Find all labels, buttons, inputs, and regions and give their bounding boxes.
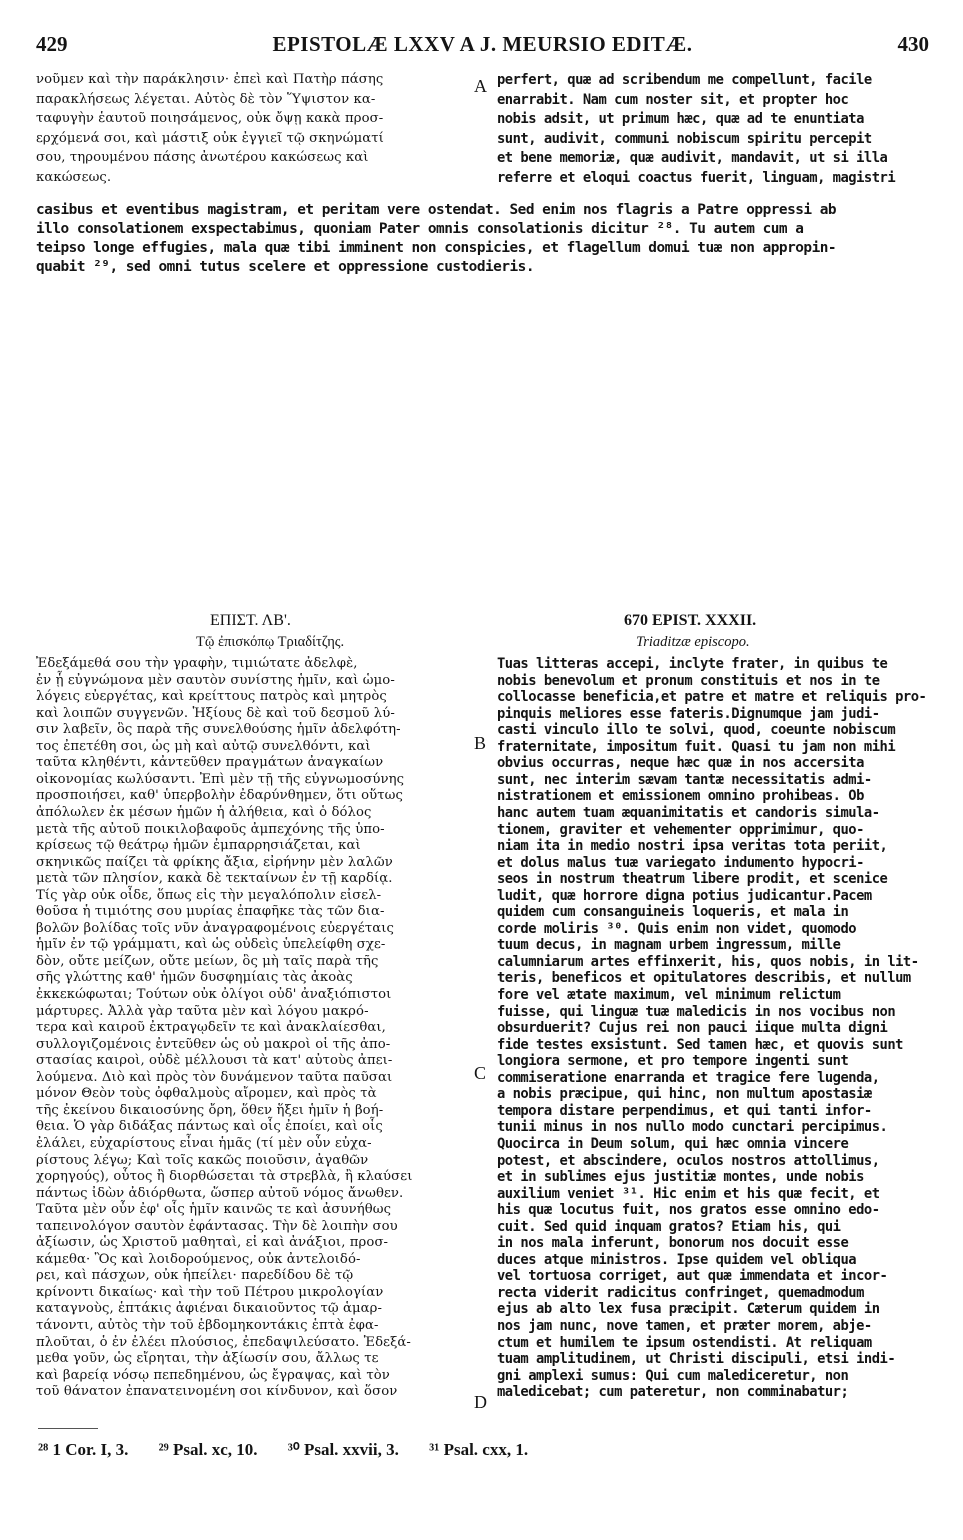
greek-line: ἡμῖν ἐν τῷ γράμματι, καὶ ὡς οὐδεὶς ὑπελείφθη σχε- <box>36 937 386 953</box>
greek-line: τος ἐπετέθη σοι, ὡς μὴ καὶ αὐτῷ συνελθόντι, καὶ <box>36 738 371 754</box>
latin-line: sunt, audivit, communi nobiscum spiritu percepit <box>497 130 872 147</box>
latin-line: calumniarum artes effinxerit, his, quos nobis, in lit- <box>497 953 919 970</box>
full-width-line: casibus et eventibus magistram, et peritam vere ostendat. Sed enim nos flagris a Patre oppressi ab <box>36 202 837 218</box>
greek-line: ἀξίωσιν, ὡς Χριστοῦ μαθηταὶ, εἰ καὶ ἀνάξιοι, προσ- <box>36 1235 389 1251</box>
running-title: EPISTOLÆ LXXV A J. MEURSIO EDITÆ. <box>272 32 693 56</box>
greek-line: σῆς γλώττης καθ' ἡμῶν δυσφημίαις τὰς ἀκοὰς <box>36 970 353 986</box>
latin-line: a nobis præcipue, qui hinc, non multum apostasiæ <box>497 1086 872 1103</box>
full-width-line: quabit ²⁹, sed omni tutus scelere et oppressione custodieris. <box>36 259 534 275</box>
greek-line: ἐλάλει, εὐχαρίστους εἶναι ἡμᾶς (τί μὲν οὖν εὐχα- <box>36 1135 372 1151</box>
latin-line: et dolus malus tuæ variegato indumento hypocri- <box>497 854 864 871</box>
latin-line: vel tortuosa corriget, aut quæ immendata et incor- <box>497 1268 888 1285</box>
greek-letter-heading: ΕΠΙΣΤ. ΛΒ'. <box>210 612 291 629</box>
latin-line: tuam amplitudinem, ut Christi discipuli, etsi indi- <box>497 1351 896 1368</box>
latin-line: obsurduerit? Cujus rei non pauci iique multa digni <box>497 1020 888 1037</box>
greek-line: νοῦμεν καὶ τὴν παράκλησιν· ἐπεὶ καὶ Πατὴρ πάσης <box>36 72 384 87</box>
footnote-28: ²⁸ 1 Cor. I, 3. <box>38 1440 129 1459</box>
latin-line: auxilium veniet ³¹. Hic enim et his quæ fecit, et <box>497 1185 880 1202</box>
latin-line: ejus ab alto lex fusa præcipit. Cæterum quidem in <box>497 1301 880 1318</box>
latin-line: referre et eloqui coactus fuerit, linguam, magistri <box>497 169 896 186</box>
greek-line: οἰκονομίας κωλύσαντι. Ἐπὶ μὲν τῇ τῆς εὐγνωμοσύνης <box>36 771 405 787</box>
latin-line: perfert, quæ ad scribendum me compellunt, facile <box>497 72 872 88</box>
latin-line: his quæ locutus fuit, nos gratos esse omnino edo- <box>497 1202 880 1219</box>
greek-line: βολῶν βολίδας τοῖς νῦν ἀναγραφομένοις εὐεργέταις <box>36 920 394 936</box>
latin-line: et bene memoriæ, quæ audivit, mandavit, ut si illa <box>497 150 888 166</box>
latin-line: tionem, graviter et vehementer opprimimur, quo- <box>497 821 864 838</box>
latin-line: cuit. Sed quid inquam gratos? Etiam his, qui <box>497 1218 841 1235</box>
latin-line: seos in nostrum theatrum libere prodit, et scenice <box>497 871 888 888</box>
greek-line: Τίς γὰρ οὐκ οἶδε, ὅπως εἰς τὴν μεγαλόπολιν εἰσελ- <box>36 887 382 903</box>
latin-line: fore vel ætate maximum, vel minimum relictum <box>497 987 841 1003</box>
latin-line: et in sublimes ejus justitiæ montes, unde nobis <box>497 1169 864 1186</box>
greek-line: λούμενα. Διὸ καὶ πρὸς τὸν δυνάμενον ταῦτα παῦσαι <box>36 1069 393 1085</box>
greek-line: κακώσεως. <box>36 169 112 185</box>
page-header <box>36 32 929 60</box>
greek-line: ερχόμενά σοι, καὶ μάστιξ οὐκ ἐγγιεῖ τῷ σκηνώματί <box>36 130 384 146</box>
greek-line: δὸν, οὔτε μείζων, οὔτε μείων, ὃς μὴ ταῖς παρὰ τῆς <box>36 953 379 969</box>
greek-line: ταῦτα κληθέντι, κἀντεῦθεν πραγμάτων ἀναγκαίων <box>36 755 384 771</box>
latin-line: duces atque ministros. Ipse quidem vel obliqua <box>497 1251 857 1268</box>
full-width-line: teipso longe effugies, mala quæ tibi imminent non conspicies, et flagellum domui tuæ non appropin- <box>36 240 837 256</box>
greek-line: ταπεινολόγον σαυτὸν ἐφάντασας. Τὴν δὲ λοιπὴν σου <box>36 1218 398 1234</box>
greek-line: καὶ λοιπῶν συγγενῶν. Ἠξίους δὲ καὶ τοῦ δεσμοῦ λύ- <box>36 705 395 721</box>
margin-letter-b: B <box>474 733 487 753</box>
latin-line: potest, et abscindere, oculos nostros attollimus, <box>497 1152 880 1169</box>
latin-letter-heading: 670 EPIST. XXXII. <box>624 612 757 629</box>
greek-line: θεια. Ὁ γὰρ διδάξας πάντως καὶ οἷς ἐποίει, καὶ οἷς <box>36 1119 383 1135</box>
latin-line: tempora distare perpendimus, et qui tanti infor- <box>497 1102 872 1119</box>
latin-line: ctum et humilem te ipsum ostendisti. At reliquam <box>497 1334 872 1351</box>
greek-line: τάνοντι, αὐτὸς τὴν τοῦ ἑβδομηκοντάκις ἑπτὰ ἐφα- <box>36 1318 379 1333</box>
greek-line: ταφυγὴν ἑαυτοῦ ποιησάμενος, οὐκ ὄψῃ κακὰ προσ- <box>36 111 384 126</box>
greek-line: συλλογιζομένοις ἐντεῦθεν ὡς οὐ μακροὶ οἱ τῆς ἀπο- <box>36 1036 391 1052</box>
latin-letter-addressee: Triaditzæ episcopo. <box>636 634 750 650</box>
greek-line: καταγνοὺς, ἑπτάκις ἀφιέναι δικαιοῦντος τῷ ἁμαρ- <box>36 1301 383 1317</box>
greek-line: τῆς ἐκείνου δικαιοσύνης ὄρη, ὅθεν ἥξει ἡμῖν ἡ βοή- <box>36 1102 384 1118</box>
greek-line: μάρτυρες. Ἀλλὰ γὰρ ταῦτα μὲν καὶ λόγου μακρό- <box>36 1003 369 1019</box>
latin-line: corde moliris ³⁰. Quis enim non videt, quomodo <box>497 920 857 937</box>
latin-line: pinquis meliores esse fateris.Dignumque jam judi- <box>497 705 880 722</box>
latin-line: fuisse, qui linguæ tuæ maledicis in nos vocibus non <box>497 1003 896 1020</box>
latin-line: tunii minus in nos nullo modo cunctari percipimus. <box>497 1119 888 1136</box>
footnote-31: ³¹ Psal. cxx, 1. <box>429 1440 529 1459</box>
greek-line: παρακλήσεως λέγεται. Αὐτὸς δὲ τὸν Ὕψιστον κα- <box>36 91 376 107</box>
greek-line: Ταῦτα μὲν οὖν ἐφ' οἷς ἡμῖν καινῶς τε καὶ ἀσυνήθως <box>36 1202 392 1218</box>
latin-line: longiora sermone, et pro tempore ingenti sunt <box>497 1053 849 1070</box>
latin-line: quidem cum consanguineis loqueris, et mala in <box>497 904 849 921</box>
greek-line: τοῦ θάνατον ἐπανατεινομένη σοι κίνδυνον, καὶ ὅσον <box>36 1384 398 1400</box>
greek-line: καὶ βαρείᾳ νόσῳ πεπεδημένου, ὡς ἔγραψας, καὶ τὸν <box>36 1367 390 1383</box>
greek-line: κάμεθα· Ὃς καὶ λοιδορούμενος, οὐκ ἀντελοιδό- <box>36 1251 361 1267</box>
greek-line: ἐν ᾗ εὐγνώμονα μὲν σαυτὸν συνίστης ἡμῖν, καὶ ὡμο- <box>36 672 395 688</box>
latin-line: sunt, nec interim sævam tantæ necessitatis admi- <box>497 771 872 788</box>
footnote-30: ³⁰ Psal. xxvii, 3. <box>287 1440 399 1459</box>
footnote-rule <box>38 1428 98 1429</box>
greek-line: στασίας καιροὶ, οὐδὲ μέλλουσι τὰ κατ' αὐτοὺς ἀπει- <box>36 1053 393 1069</box>
latin-line: maledicebat; cum pateretur, non comminabatur; <box>497 1384 849 1401</box>
latin-line: in nos mala inferunt, bonorum nos docuit esse <box>497 1235 849 1252</box>
full-width-line: illo consolationem exspectabimus, quoniam Pater omnis consolationis dicitur ²⁸. Tu autem cum a <box>36 221 804 237</box>
latin-line: Quocirca in Deum solum, qui hæc omnia vincere <box>497 1135 849 1152</box>
latin-line: obvius occurras, neque hæc quæ in nos accersita <box>497 755 864 772</box>
greek-line: ρει, καὶ πάσχων, οὐκ ἠπείλει· παρεδίδου δὲ τῷ <box>36 1268 354 1284</box>
greek-line: μετὰ τῶν πλησίον, κακὰ δὲ τεκταίνων ἐν τῇ καρδίᾳ. <box>36 871 393 887</box>
latin-line: enarrabit. Nam cum noster sit, et propter hoc <box>497 91 849 108</box>
latin-line: recta viderit radicitus confringet, quemadmodum <box>497 1284 864 1301</box>
page-number-right: 430 <box>897 32 929 56</box>
greek-line: λόγεις εὐεργέτας, καὶ κρείττους πατρὸς καὶ μητρὸς <box>36 689 387 705</box>
latin-line: hanc autem tuam æquanimitatis et candoris simula- <box>497 804 880 821</box>
greek-line: τερα καὶ καιροῦ ἐκτραγῳδεῖν τε καὶ ἀνακλαίεσθαι, <box>36 1020 386 1036</box>
greek-line: Ἐδεξάμεθά σου τὴν γραφὴν, τιμιώτατε ἀδελφὲ, <box>36 656 358 671</box>
greek-line: ἐκκεκώφωται; Τούτων οὐκ ὀλίγοι οὐδ' ἀναξιόπιστοι <box>36 987 392 1002</box>
greek-line: θοῦσα ἡ τιμιότης σου μυρίας ἐπαφῆκε τὰς τῶν δια- <box>36 904 385 920</box>
greek-line: κρίσεως τῷ θεάτρῳ ἡμῶν ἐμπαρρησιάζεται, καὶ <box>36 838 361 854</box>
latin-line: fraternitate, impositum fuit. Quasi tu jam non mihi <box>497 738 896 755</box>
greek-line: ρίστους λέγω; Καὶ τοῖς κακῶς ποιοῦσιν, ἀγαθῶν <box>36 1152 369 1168</box>
margin-letter-a: A <box>474 76 487 96</box>
latin-line: gni amplexi sumus: Qui cum malediceretur, non <box>497 1367 849 1384</box>
greek-line: πάντως ἰδὼν ἀδιόρθωτα, ὥσπερ αὐτοῦ νόμος ἄνωθεν. <box>36 1185 404 1201</box>
page-number-left: 429 <box>36 32 68 56</box>
greek-line: πλοῦται, ὁ ἐν ἐλέει πλούσιος, ἐπεδαψιλεύσατο. Ἐδεξά- <box>36 1334 411 1350</box>
greek-line: μόνον Θεὸν τοὺς ὀφθαλμοὺς αἴρομεν, καὶ πρὸς τὰ <box>36 1086 377 1102</box>
latin-line: nobis adsit, ut primum hæc, quæ ad te enuntiata <box>497 111 864 127</box>
greek-line: σκηνικῶς παίζει τὰ φρίκης ἄξια, εἰρήνην μὲν λαλῶν <box>36 854 393 870</box>
latin-line: ludit, quæ horrore digna potius judicantur.Pacem <box>497 887 872 904</box>
greek-line: χορηγούς), οὗτος ἢ διορθώσεται τὰ στρεβλὰ, ἢ κλαύσει <box>36 1169 413 1185</box>
latin-line: nistrationem et emissionem omnino prohibeas. Ob <box>497 788 864 805</box>
margin-letter-c: C <box>474 1063 487 1083</box>
greek-line: κρίνοντι δικαίως· καὶ τὴν τοῦ Πέτρου μικρολογίαν <box>36 1284 384 1300</box>
greek-letter-addressee: Τῷ ἐπισκόπῳ Τριαδίτζης. <box>196 634 345 650</box>
greek-line: προσποιήσει, καθ' ὑπερβολὴν ἐδαρύνθημεν, ὅτι οὕτως <box>36 788 403 804</box>
latin-line: casti vinculo illo te solvi, quod, coeunte nobiscum <box>497 722 896 739</box>
latin-line: fide testes exsistunt. Sed tamen hæc, et quovis sunt <box>497 1036 903 1053</box>
latin-line: teris, beneficos et opitulatores describis, et nullum <box>497 970 911 987</box>
latin-line: collocasse beneficia,et patre et matre et reliquis pro- <box>497 689 927 706</box>
latin-line: nobis benevolum et pronum constituis et nos in te <box>497 672 880 689</box>
latin-line: commiseratione enarranda et tragice fere lugenda, <box>497 1069 880 1086</box>
latin-line: tuum decus, in magnam urbem ingressum, mille <box>497 937 841 954</box>
latin-line: Tuas litteras accepi, inclyte frater, in quibus te <box>497 656 888 672</box>
footnote-29: ²⁹ Psal. xc, 10. <box>158 1440 258 1459</box>
greek-line: μετὰ τῆς αὐτοῦ ποικιλοβαφοῦς ἀμπεχόνης τῆς ὑπο- <box>36 821 385 837</box>
greek-line: μεθα γοῦν, ὡς εἴρηται, τὴν ἀξίωσίν σου, ἄλλως τε <box>36 1351 379 1367</box>
footnotes <box>38 1440 554 1460</box>
margin-letter-d: D <box>474 1392 487 1412</box>
latin-line: niam ita in medio nostri ipsa veritas tota periit, <box>497 838 888 855</box>
greek-line: σιν λαβεῖν, ὃς παρὰ τῆς συνελθούσης ἡμῖν ἀδελφότη- <box>36 722 401 738</box>
latin-line: nos jam nunc, nove tamen, et præter morem, abje- <box>497 1318 872 1334</box>
greek-line: σου, τηρουμένου πάσης ἀνωτέρου κακώσεως καὶ <box>36 150 369 165</box>
greek-line: ἀπόλωλεν ἐκ μέσων ἡμῶν ἡ ἀλήθεια, καὶ ὁ δόλος <box>36 804 372 820</box>
